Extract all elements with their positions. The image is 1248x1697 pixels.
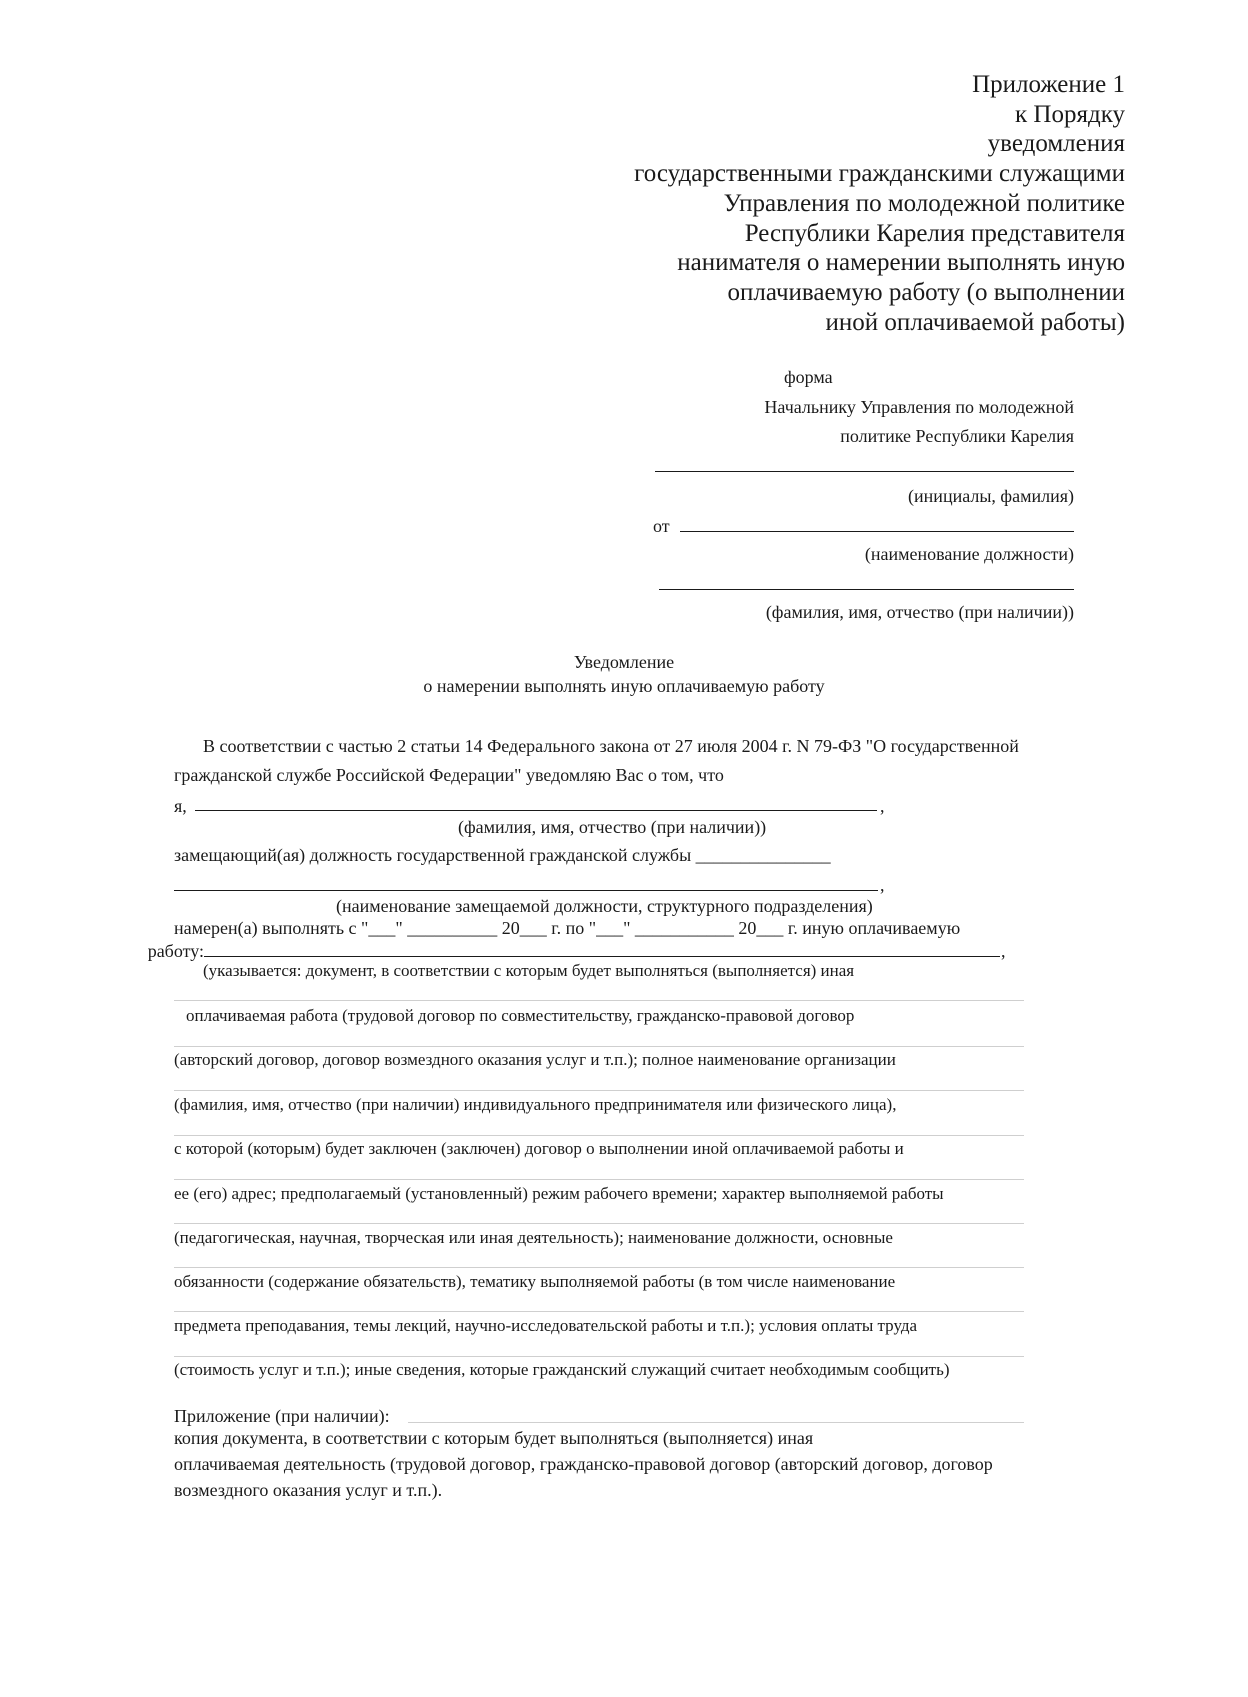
- appendix-header-line: нанимателя о намерении выполнять иную: [677, 249, 1125, 277]
- appendix-header-line: иной оплачиваемой работы): [825, 308, 1125, 336]
- note-line-clipped: [174, 1272, 984, 1292]
- note-line: (указывается: документ, в соответствии с которым будет выполняться (выполняется) иная: [203, 961, 855, 980]
- appendix-header-line: государственными гражданскими служащими: [634, 160, 1125, 188]
- attachment-line-2: [174, 1453, 1054, 1475]
- work-label-text: работу:: [147, 941, 204, 961]
- work-label: [147, 940, 204, 962]
- note-line: обязанности (содержание обязательств), тематику выполняемой работы (в том числе наименование: [174, 1272, 896, 1291]
- appendix-header-line: Управления по молодежной политике: [723, 189, 1125, 217]
- initials-hint: (инициалы, фамилия): [908, 486, 1074, 506]
- addressee-line-1: Начальнику Управления по молодежной: [764, 397, 1074, 417]
- note-line: (педагогическая, научная, творческая или иная деятельность); наименование должности, основные: [174, 1228, 893, 1247]
- attachment-field-line[interactable]: [408, 1422, 1024, 1423]
- attachment-label: Приложение (при наличии):: [174, 1406, 390, 1426]
- position-line: замещающий(ая) должность государственной гражданской службы _______________: [174, 845, 831, 865]
- note-field-line[interactable]: [174, 1000, 1024, 1001]
- note-line: оплачиваемая работа (трудовой договор по совместительству, гражданско-правовой договор: [186, 1006, 855, 1025]
- appendix-header-line: Республики Карелия представителя: [744, 219, 1125, 247]
- attachment-line-3: возмездного оказания услуг и т.п.).: [174, 1480, 443, 1500]
- note-line-clipped: [174, 1360, 1050, 1380]
- position-body-field-line[interactable]: [174, 890, 878, 891]
- note-line: предмета преподавания, темы лекций, научно-исследовательской работы и т.п.); условия оплаты труда: [174, 1316, 918, 1335]
- fio-body-field-line[interactable]: [195, 810, 877, 811]
- note-line-clipped: [174, 1316, 1020, 1336]
- note-field-line[interactable]: [174, 1135, 1024, 1136]
- ya-label: я,: [174, 796, 187, 816]
- note-field-line[interactable]: [174, 1046, 1024, 1047]
- initials-field-line[interactable]: [655, 471, 1074, 472]
- body-paragraph-line-2: гражданской службе Российской Федерации" уведомляю Вас о том, что: [174, 765, 724, 785]
- note-line-clipped: [174, 1050, 1014, 1070]
- note-line: (фамилия, имя, отчество (при наличии) индивидуального предпринимателя или физического лица),: [174, 1095, 897, 1114]
- fio-field-line[interactable]: [659, 589, 1074, 590]
- appendix-header-line: к Порядку: [1015, 100, 1125, 128]
- fio-body-hint: (фамилия, имя, отчество (при наличии)): [458, 817, 767, 837]
- attachment-line-1: [174, 1427, 874, 1449]
- work-field-line[interactable]: [204, 956, 1000, 957]
- document-subtitle: о намерении выполнять иную оплачиваемую работу: [423, 676, 825, 696]
- note-line-clipped: [174, 1228, 974, 1248]
- note-line-clipped: [174, 1184, 1040, 1204]
- work-comma: ,: [1001, 941, 1006, 961]
- note-line: ее (его) адрес; предполагаемый (установленный) режим рабочего времени; характер выполняемой работы: [174, 1184, 944, 1203]
- note-line: (стоимость услуг и т.п.); иные сведения, которые гражданский служащий считает необходимым сообщить): [174, 1360, 950, 1379]
- attachment-line-2-text: оплачиваемая деятельность (трудовой договор, гражданско-правовой договор (авторский договор, договор: [174, 1454, 993, 1474]
- position-body-hint: (наименование замещаемой должности, структурного подразделения): [336, 896, 873, 916]
- appendix-header-line: Приложение 1: [972, 71, 1125, 98]
- note-field-line[interactable]: [174, 1223, 1024, 1224]
- intend-line-text: намерен(а) выполнять с "___" __________ 20___ г. по "___" ___________ 20___ г. иную оплачиваемую: [174, 918, 961, 938]
- attachment-line-1-text: копия документа, в соответствии с которым будет выполняться (выполняется) иная: [174, 1428, 814, 1448]
- appendix-header-line: уведомления: [987, 130, 1125, 158]
- position-hint: (наименование должности): [864, 544, 1074, 564]
- note-line: с которой (которым) будет заключен (заключен) договор о выполнении иной оплачиваемой работы и: [174, 1139, 904, 1158]
- note-field-line[interactable]: [174, 1267, 1024, 1268]
- note-line-clipped: [174, 1139, 1004, 1159]
- note-line: (авторский договор, договор возмездного оказания услуг и т.п.); полное наименование организации: [174, 1050, 896, 1069]
- from-label: от: [653, 516, 670, 536]
- appendix-header-line: оплачиваемую работу (о выполнении: [727, 278, 1125, 306]
- fio-hint: (фамилия, имя, отчество (при наличии)): [765, 602, 1074, 622]
- note-field-line[interactable]: [174, 1311, 1024, 1312]
- note-field-line[interactable]: [174, 1179, 1024, 1180]
- intend-line: [174, 917, 1014, 939]
- note-field-line[interactable]: [174, 1090, 1024, 1091]
- position-field-line[interactable]: [680, 531, 1074, 532]
- position-comma: ,: [880, 875, 885, 895]
- appendix-header: [425, 70, 1125, 337]
- body-paragraph-line-1: В соответствии с частью 2 статьи 14 Федерального закона от 27 июля 2004 г. N 79-ФЗ "О государственной: [203, 736, 1019, 756]
- note-field-line[interactable]: [174, 1356, 1024, 1357]
- form-label: форма: [784, 367, 833, 387]
- ya-comma: ,: [880, 796, 885, 816]
- document-title: Уведомление: [573, 652, 675, 672]
- addressee-line-2: политике Республики Карелия: [840, 426, 1074, 446]
- note-line-clipped: [174, 1095, 984, 1115]
